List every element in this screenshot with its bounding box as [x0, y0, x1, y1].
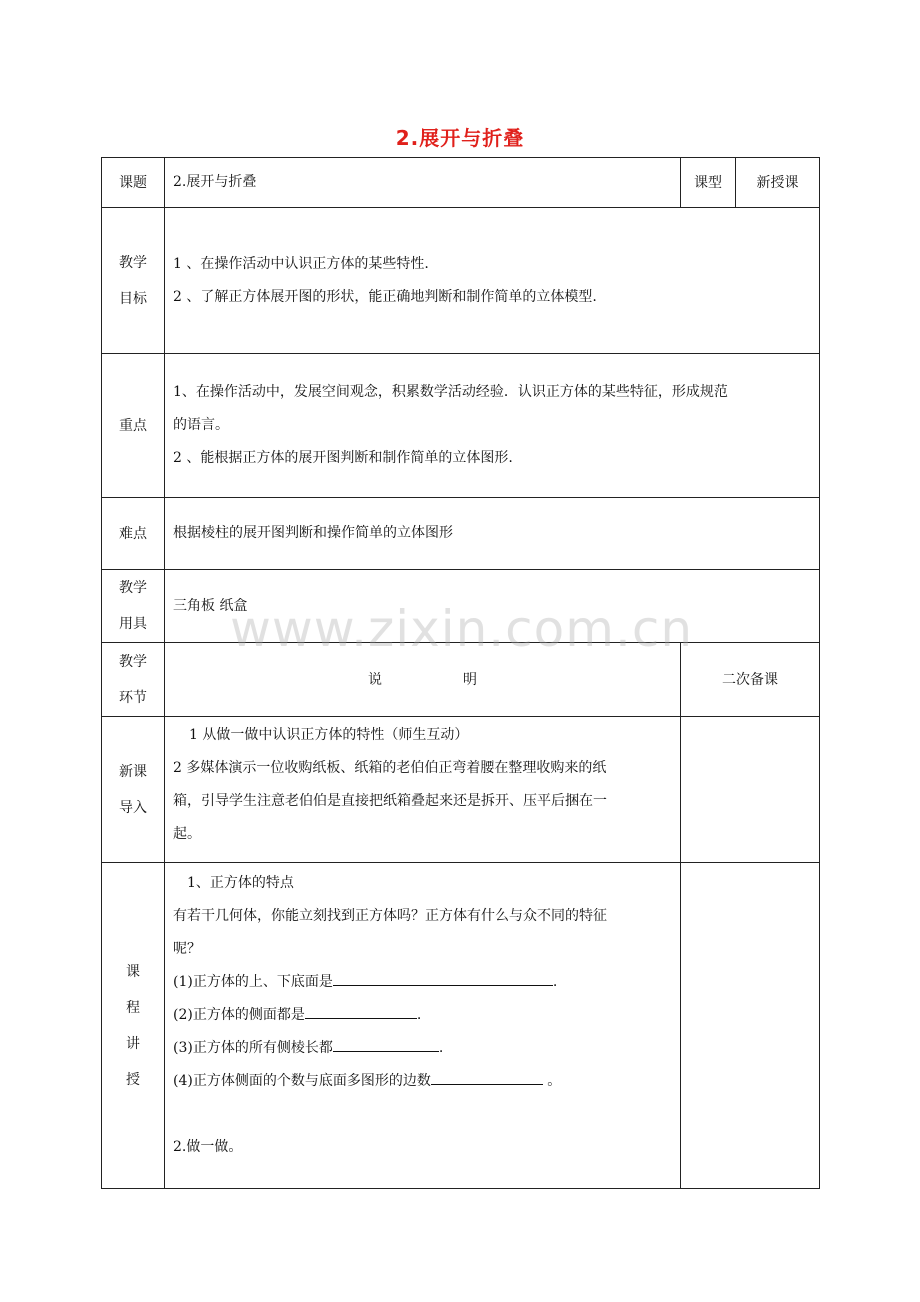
stage-label-line-1: 教学 [119, 653, 147, 670]
difficulties-label: 难点 [102, 498, 165, 570]
answer-blank-1[interactable] [333, 971, 553, 986]
subject-label: 课题 [102, 158, 165, 208]
second-prep-header: 二次备课 [681, 643, 820, 717]
intro-line-3: 箱，引导学生注意老伯伯是直接把纸箱叠起来还是拆开、压平后捆在一 [173, 793, 607, 809]
intro-second-prep-cell [681, 717, 820, 863]
lecture-label-char-1: 课 [126, 963, 140, 980]
lecture-item-1: (1)正方体的上、下底面是 . [173, 966, 680, 999]
key-points-label: 重点 [102, 354, 165, 498]
explanation-header-char-1: 说 [368, 671, 383, 688]
lecture-item-4: (4)正方体侧面的个数与底面多图形的边数 。 [173, 1065, 680, 1098]
intro-line-4: 起。 [173, 826, 201, 842]
goals-label-line-1: 教学 [119, 254, 147, 271]
key-point-line-2: 的语言。 [173, 417, 229, 433]
key-point-line-1: 1、在操作活动中，发展空间观念，积累数学活动经验．认识正方体的某些特征，形成规范 [173, 384, 728, 400]
lecture-heading: 1、正方体的特点 [187, 875, 294, 891]
goal-line-2: 2 、了解正方体展开图的形状，能正确地判断和制作简单的立体模型. [173, 288, 597, 305]
intro-label-line-2: 导入 [119, 799, 147, 816]
difficulties-content: 根据棱柱的展开图判断和操作简单的立体图形 [165, 498, 820, 570]
key-point-line-3: 2 、能根据正方体的展开图判断和制作简单的立体图形. [173, 450, 513, 466]
explanation-header [165, 643, 681, 717]
row-goals [102, 208, 820, 354]
row-key-points [102, 354, 820, 498]
answer-blank-2[interactable] [305, 1004, 417, 1019]
tools-content: 三角板 纸盒 [165, 570, 820, 643]
document-title: 2.展开与折叠 [395, 126, 525, 150]
answer-blank-4[interactable] [431, 1070, 543, 1085]
goals-label [102, 208, 165, 354]
intro-label [102, 717, 165, 863]
lecture-label [102, 863, 165, 1189]
explanation-header-char-2: 明 [462, 671, 477, 688]
goals-content [165, 208, 820, 354]
stage-label-line-2: 环节 [119, 689, 147, 706]
intro-line-1: 1 从做一做中认识正方体的特性（师生互动） [189, 727, 469, 743]
lecture-label-char-2: 程 [126, 999, 140, 1016]
lecture-content [165, 863, 681, 1189]
intro-label-line-1: 新课 [119, 763, 147, 780]
lecture-item-5: 2.做一做。 [173, 1139, 243, 1155]
subject-value: 2.展开与折叠 [165, 158, 681, 208]
goal-line-1: 1 、在操作活动中认识正方体的某些特性. [173, 255, 429, 272]
lecture-item-3: (3)正方体的所有侧棱长都 . [173, 1032, 680, 1065]
lecture-question-line-1: 有若干几何体，你能立刻找到正方体吗？正方体有什么与众不同的特征 [173, 908, 607, 924]
row-tools [102, 570, 820, 643]
tools-label [102, 570, 165, 643]
tools-label-line-1: 教学 [119, 580, 147, 596]
row-lecture [102, 863, 820, 1189]
row-difficulties [102, 498, 820, 570]
lecture-label-char-4: 授 [126, 1071, 140, 1088]
answer-blank-3[interactable] [333, 1037, 439, 1052]
lecture-second-prep-cell [681, 863, 820, 1189]
lecture-item-2: (2)正方体的侧面都是 . [173, 999, 680, 1032]
stage-label [102, 643, 165, 717]
goals-label-line-2: 目标 [119, 290, 147, 307]
intro-line-2: 2 多媒体演示一位收购纸板、纸箱的老伯伯正弯着腰在整理收购来的纸 [173, 760, 607, 776]
key-points-content [165, 354, 820, 498]
watermark: www.zixin.com.cn [230, 600, 694, 658]
lesson-plan-table [101, 157, 820, 1189]
row-stage-header [102, 643, 820, 717]
lesson-type-label: 课型 [681, 158, 736, 208]
row-subject [102, 158, 820, 208]
intro-content [165, 717, 681, 863]
lecture-label-char-3: 讲 [126, 1035, 140, 1052]
lesson-type-value: 新授课 [736, 158, 820, 208]
row-intro [102, 717, 820, 863]
lecture-question-line-2: 呢？ [173, 941, 201, 957]
tools-label-line-2: 用具 [119, 616, 147, 632]
